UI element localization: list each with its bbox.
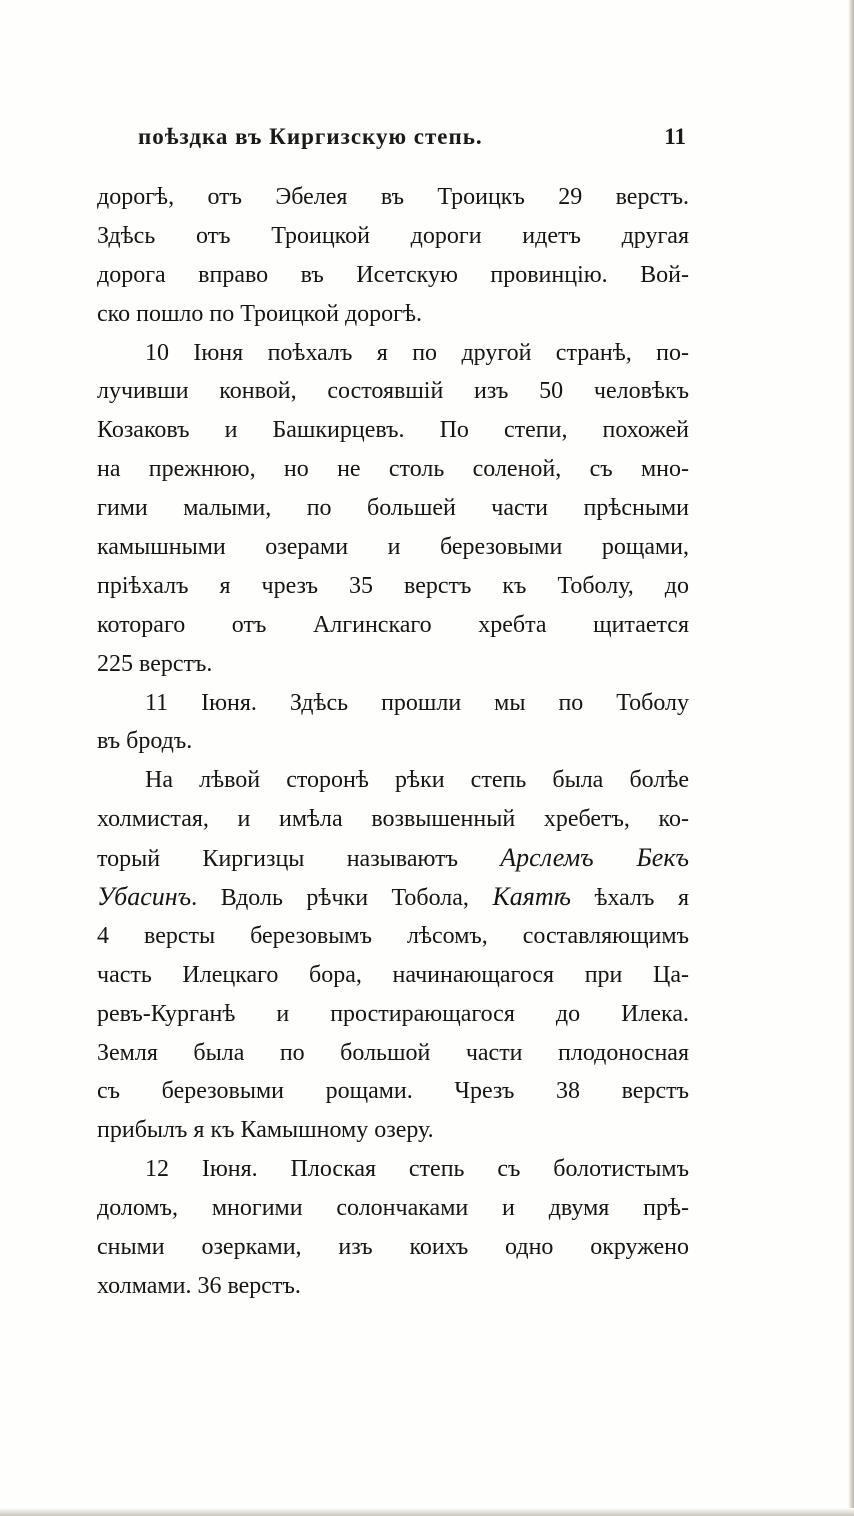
text-line: лучивши конвой, состоявшій изъ 50 человѣкъ (97, 378, 689, 405)
text-line: дорога вправо въ Исетскую провинцію. Вой- (97, 261, 689, 288)
page-number: 11 (664, 124, 686, 149)
page-bottom-shadow (0, 1508, 854, 1516)
text-line: гими малыми, по большей части прѣсными (97, 495, 689, 522)
text-line: 4 версты березовымъ лѣсомъ, составляющимъ (97, 922, 689, 949)
body-text (97, 178, 689, 1306)
text-line: котораго отъ Алгинскаго хребта щитается (97, 611, 689, 638)
text-line: ско пошло по Троицкой дорогѣ. (97, 300, 423, 327)
running-head (138, 124, 686, 158)
text-line: часть Илецкаго бора, начинающагося при Ца- (97, 961, 689, 988)
text-line: 225 верстъ. (97, 650, 213, 677)
italic-place-name: Арслемъ Бекъ (500, 843, 689, 873)
text-line: въ бродъ. (97, 728, 193, 755)
text-line: сными озерками, изъ коихъ одно окружено (97, 1234, 689, 1261)
running-head-title: поѣздка въ Киргизскую степь. (138, 124, 483, 149)
text-line: пріѣхалъ я чрезъ 35 верстъ къ Тоболу, до (97, 572, 689, 599)
text-line: на прежнюю, но не столь соленой, съ мно- (97, 456, 689, 483)
text-line: доломъ, многими солончаками и двумя прѣ- (97, 1195, 689, 1222)
text-line: прибылъ я къ Камышному озеру. (97, 1117, 434, 1144)
text-line (97, 839, 689, 878)
text-line: холмами. 36 верстъ. (97, 1272, 301, 1299)
text-line: Здѣсь отъ Троицкой дороги идетъ другая (97, 222, 689, 249)
text-line (97, 878, 689, 917)
text-line: На лѣвой сторонѣ рѣки степь была болѣе (145, 767, 689, 794)
text-line: 10 Іюня поѣхалъ я по другой странѣ, по- (145, 339, 689, 366)
text-line: Козаковъ и Башкирцевъ. По степи, похожей (97, 417, 689, 444)
text-line: съ березовыми рощами. Чрезъ 38 верстъ (97, 1078, 689, 1105)
text-run: торый Киргизцы называютъ (97, 846, 501, 873)
text-line: дорогѣ, отъ Эбелея въ Троицкъ 29 верстъ. (97, 184, 689, 210)
text-run: . Вдоль рѣчки Тобола, (191, 885, 493, 912)
text-line: Земля была по большой части плодоносная (97, 1039, 689, 1066)
text-run: ѣхалъ я (570, 885, 689, 912)
text-line: холмистая, и имѣла возвышенный хребетъ, ко- (97, 806, 689, 833)
text-line: ревъ-Курганѣ и простирающагося до Илека. (97, 1000, 689, 1027)
text-line: 12 Іюня. Плоская степь съ болотистымъ (145, 1156, 689, 1183)
italic-river-name: Каятѣ (492, 882, 571, 912)
text-line: камышными озерами и березовыми рощами, (97, 534, 689, 561)
italic-place-name: Убасинъ (97, 882, 192, 912)
text-line: 11 Іюня. Здѣсь прошли мы по Тоболу (145, 689, 689, 716)
page-edge-shadow (848, 0, 854, 1516)
